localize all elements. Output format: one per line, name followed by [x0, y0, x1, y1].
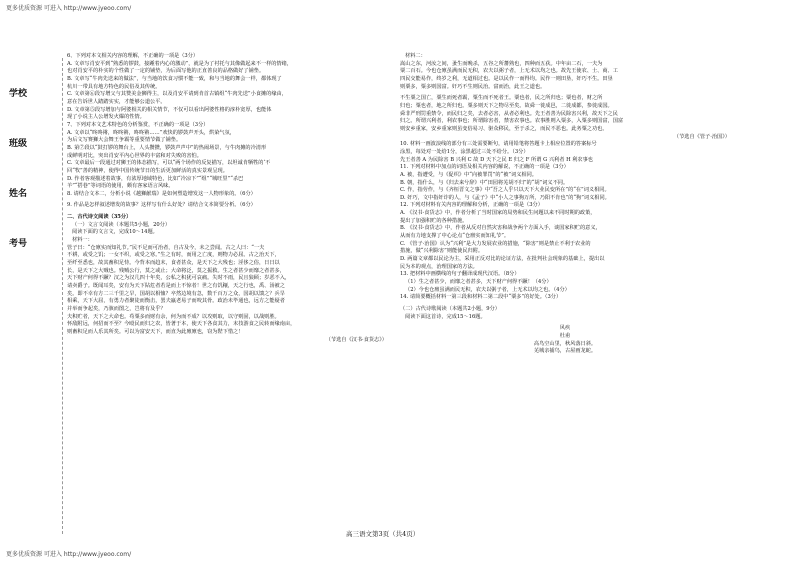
text-line: 则畜积足而人乐其所矣。可以为富安天下，而直为此廪廪也，窃为陛下惜之！: [67, 328, 244, 335]
text-line: B. 文章写“牛肉先送来的做法”，与当地的饮食习惯不能一致，和与当地的舞会一样，都体现了: [67, 75, 282, 82]
text-line: 8. 请结合文本二，分析小说《越狮献瑞》是如何塑造增发这一人物形象的。（6分）: [67, 190, 256, 197]
text-line: 13. 把材料中画横线的句子翻译成现代汉语。（8分）: [400, 271, 520, 278]
text-line: 阅读下面的文言文，完成10～14题。: [72, 229, 158, 236]
text-line: 芜城亲捕鸟，古屋画龙蛇。: [533, 348, 597, 355]
text-line: （节选自《管子·治国》）: [673, 133, 730, 140]
text-line: 9. 作品是怎样叙述增发的故事？这样写有什么好处？请结合文本简要分析。（6分）: [67, 202, 256, 209]
text-line: 舜非严刑罚重禁令，而民归之矣，去者必害，从者必利也。先王者善为民除害兴利，故天下之民: [400, 110, 618, 117]
text-line: 材料二：: [405, 53, 426, 59]
text-line: D. 两篇文章都以民论为主，采用正反对比的论证方法，在批判社会现象的基础上，提出以: [400, 256, 605, 263]
right-column: [400, 53, 730, 356]
text-line: D. 奸巧，文中指奸诈的人，与《孟子》中“小人之事狗万所，乃阳不肯也”的“狗”词义相同。: [400, 194, 610, 201]
text-line: 二、古代诗文阅读（35分）: [67, 214, 132, 221]
text-line: 不耕，或受之饥；一女不织，或受之寒。”生之有时，而用之亡度，则物力必屈。古之治天下，: [67, 252, 280, 259]
text-line: 羊”“搭巷”等词语的使用，颇有客家语言风味。: [67, 183, 174, 190]
text-line: A. 文章以“咚咚锵，咚咚锵，咚咚锵……”欢快的锣鼓声开头，烘染气氛，: [67, 129, 235, 136]
text-line: A. 文章写肖安平到“熟悉的锣鼓，接踵着内心的激动”，就是为了衬托与其像做起来不一样的情绪，: [67, 60, 293, 67]
page-footer: 更多优质资源 可进入 http://www.jyeoo.com/: [6, 551, 132, 558]
text-line: 不生粟之国亡，粟生而死者霸，粟生而不死者王。粟也者，民之所归也；粟也者，财之所: [400, 95, 603, 102]
name-label: 姓名: [8, 189, 27, 199]
text-line: 四民交能易作，终岁之利，无道相过也。是以民作一而得均。民作一则田垦，奸巧不生。田垦: [400, 75, 613, 82]
text-line: A. 被，指遭受，与《促织》中“向被罪罚”的“被”词义相同。: [400, 171, 537, 178]
text-line: 高鸟空山里，秋风落日斜。: [533, 340, 597, 347]
text-line: 阅读下面这首诗，完成15～16题。: [405, 313, 486, 320]
text-line: 管子曰：“仓廪实而知礼节。”民不足而可治者，自古及今，未之尝闻。古之人曰：“一夫: [67, 244, 265, 251]
text-line: 成鲜明对比，突出肖安平内心世界的丰富和对失败的害怕。: [67, 152, 202, 159]
class-label: 班级: [8, 139, 27, 149]
text-line: 10. 材料一画波浪线的部分有三处需要断句，请用铅笔将答题卡上相应位置的答案标号: [400, 141, 597, 148]
text-line: 杜甫: [559, 332, 571, 339]
text-line: 涂黑，每处对一处给1分，涂黑超过三处不给分。（3分）: [400, 148, 529, 155]
text-line: 相乘，天下大屈，有勇力者聚徒而衡击，罢夫羸老易子而咬其骨。政治未毕通也，远方之能疑者: [67, 298, 285, 305]
text-line: B. 《汉书·食货志》中，作者从反对自然灾害和战争两个方面入手，谈国家积贮的意义，: [400, 225, 601, 232]
left-column: [67, 53, 387, 344]
text-line: 长，是天下之大贼也。残贼公行，莫之或止；大命将泛，莫之振救。生之者甚少而靡之者甚多，: [67, 267, 285, 274]
text-line: 归也；粟也者，地之所归也。粟多则天下之物尽至矣。故舜一徙成邑，二徙成都，参徙成国。: [400, 102, 613, 109]
exam-number-label: 考号: [8, 239, 27, 249]
text-line: 14. 请简要概括材料一第三段和材料二第二段中“粟多”的好处。（3分）: [400, 294, 562, 301]
text-line: C. 作，指劳作，与《齐桓晋文之事》中“吾之人乎只以天下大业民变所在”的“在”词义相同。: [400, 187, 610, 194]
text-line: 提出了加强积贮的各种措施。: [400, 217, 468, 224]
text-line: 嵩山之东，河汝之间，蚤生而晚杀，五谷之所蕃熟也，四种而五获。中年亩二石，一夫为: [400, 60, 603, 67]
text-line: 并举而争起矣，乃骇而图之，岂将有及乎？: [67, 306, 166, 312]
text-line: C. 文章第⑥段写增父与其赞美金狮得主，以及肖安平请到肯首古镇组“牛肉先送”小食摊的缘由，: [67, 91, 287, 98]
text-line: 则粟多，粟多则国富。奸巧不生则民治。富而治，此王之道也。: [400, 83, 546, 90]
text-line: A. 《汉书·食货志》中，作者分析了当时国家的局势和民生问题以来不同时期的政策，: [400, 210, 596, 217]
text-line: B. 第⑦段以“鼓打锣的舞台上，人头攒攒，锣鼓声声中”的热闹场景，与牛肉摊的冷清形: [67, 144, 267, 151]
text-line: C. 《管子·治国》认为“兴利”是大力发展农业的措施，“除害”则是禁止不利于农业的: [400, 240, 591, 247]
text-line: 意在告诉世人踏踏实实，才能够公道公平。: [67, 98, 166, 105]
school-label: 学校: [8, 89, 27, 99]
text-line: 也对肖安平的朴实的个性做了一定的铺垫，为后面写他的正直善良的品格做好了铺垫。: [67, 68, 265, 75]
text-line: 措施，做“兴利除害”则能使民归附。: [400, 248, 484, 255]
text-line: （节选自《汉书·食货志》）: [325, 336, 387, 343]
text-line: （一）文言文阅读（本题共5小题，20分）: [72, 221, 171, 228]
page-header: 更多优质资源 可进入 http://www.jyeoo.com/: [6, 5, 132, 12]
text-line: 天下财产何得不蹶？汉之为汉几四十年矣，公私之积犹可哀痛。失时不雨，民且狼顾；岁恶不入，: [67, 275, 291, 282]
text-line: C. 文章最后一段通过对狮王的体态描写，可以“两个场作的反复描写，以坦诚肯牺牲的‘不: [67, 160, 271, 167]
text-line: 6、下列对本文相关内容的理解，不正确的一项是（3分）: [67, 53, 199, 59]
text-line: 请卖爵子。既闻耳矣，安有为天下阽危者若是而上不惊者！世之有饥穰，天之行也，禹、汤被之: [67, 283, 285, 290]
text-line: （二）古代诗歌阅读（本题共2小题，9分）: [400, 306, 500, 312]
student-info-sidebar: [6, 86, 30, 286]
text-line: 材料一：: [72, 237, 93, 244]
text-line: 11. 下列对材料中加点的词语及相关内容的解说，不正确的一项是（3分）: [400, 164, 569, 171]
text-line: 现了小说主人公增发火爆的性情。: [67, 114, 145, 121]
text-line: 粟二百石。今也仓廪虽满而民无积，农夫以粥子者，上无术以均之也。故先王使农、士、商、工: [400, 68, 618, 75]
text-line: 则安乡重家，安乡重家则虽变俗易习、驱众移民，至于杀之，而民不恶也。此务粟之功也。: [400, 125, 608, 132]
text-line: 为后文写赛狮大会舞王争霸等重要情节做了铺垫。: [67, 137, 182, 144]
text-line: 风疾: [559, 325, 571, 332]
text-line: D. 作者客观描述着故事，有浓厚地域特色，比如“冷凉下”“组”“城旺里”“杀巴: [67, 175, 244, 182]
text-line: 夫积贮者，天下之大命也。苟粟多而财有余，何为而不成？以攻则取，以守则固，以战则胜。: [67, 313, 280, 320]
text-line: B. 朝，指什么，与《归去来兮辞》中“田园将芜胡不归”的“胡”词义不同。: [400, 179, 569, 186]
text-line: 回“牧”善的精神，使得中国传统节日的生活更加鲜活的真实景观呈现。: [67, 167, 228, 174]
text-line: （2）今也仓廪虽满而民无积，农夫以粥子者，上无术以均之也。（4分）: [405, 286, 570, 293]
text-line: 至纤至悉也，故其畜积足恃。今背本而趋末，食者甚众，是天下之大残也；淫侈之俗，日日以: [67, 260, 280, 267]
text-line: 先王者善 A 为民除害 B 兴利 C 故 D 天下之民 E 归之 F 所谓 G 兴利者 H 利农事也: [400, 156, 593, 163]
text-line: 民为本的观点，治理国家的方法。: [400, 263, 478, 270]
text-line: 12. 下列对材料有关内容的理解和分析，正确的一项是（3分）: [400, 202, 543, 209]
fold-line: [62, 58, 63, 534]
text-line: 7、下列对本文艺术特色的分析鉴赏，不正确的一项是（3分）: [67, 121, 209, 128]
page-number: 高三语文第3页（共4页）: [346, 530, 420, 538]
text-line: 从而有力地支撑了中心论点“仓廪实而知礼节”。: [400, 233, 510, 240]
text-line: 归之。所谓兴利者，利农事也；所谓除害者，禁害农事也。农事胜则入粟多，入粟多则国富，国富: [400, 118, 624, 125]
text-line: （1）生之者甚少，而靡之者甚多，天下财产何得不蹶！（4分）: [405, 279, 552, 286]
text-line: D. 文章第⑤段写增加与阿婆相关的相关情节，不仅可以看出阿婆性格的淳朴宽厚，也能体: [67, 106, 272, 113]
text-line: 怀敌附远，何招而不至？今殴民而归之农，皆著于本，使天下各食其力，末技游食之民转而缘南亩，: [67, 321, 296, 328]
text-line: 矣。即不幸有方二三千里之旱，国胡以相恤？卒然边境有急，数千百万之众，国胡以馈之？兵旱: [67, 290, 285, 297]
text-line: 杭川一带具有地方特色的民俗及其传统。: [67, 83, 161, 90]
